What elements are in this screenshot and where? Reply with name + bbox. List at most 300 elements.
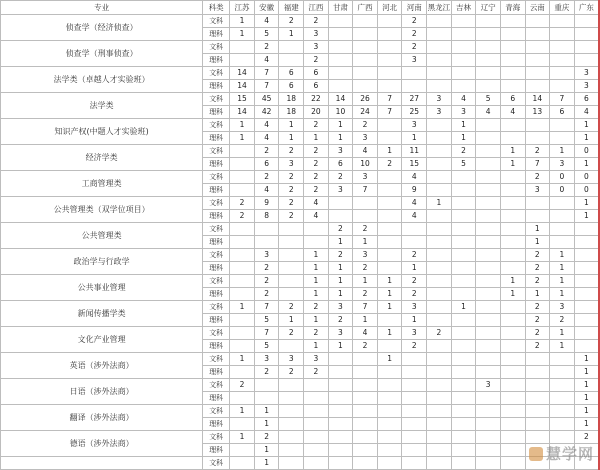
- quota-cell: [550, 80, 575, 93]
- quota-cell: [402, 431, 427, 444]
- quota-cell: [476, 431, 501, 444]
- province-column-header: 甘肃: [328, 1, 353, 15]
- quota-cell: 18: [279, 93, 304, 106]
- major-name: 翻译（涉外法商）: [1, 405, 203, 431]
- quota-cell: [525, 366, 550, 379]
- quota-cell: 7: [353, 184, 378, 197]
- quota-cell: [427, 15, 452, 28]
- quota-cell: 1: [279, 28, 304, 41]
- quota-cell: [230, 262, 255, 275]
- quota-cell: [550, 210, 575, 223]
- quota-cell: [574, 223, 599, 236]
- quota-cell: 1: [427, 197, 452, 210]
- quota-cell: 1: [304, 132, 329, 145]
- quota-cell: 1: [574, 392, 599, 405]
- quota-cell: 15: [230, 93, 255, 106]
- quota-cell: 3: [279, 353, 304, 366]
- major-name: 侦查学（刑事侦查）: [1, 41, 203, 67]
- quota-cell: [377, 197, 402, 210]
- subject-type: 文科: [203, 353, 230, 366]
- quota-cell: [550, 379, 575, 392]
- quota-cell: [525, 197, 550, 210]
- quota-cell: [279, 392, 304, 405]
- quota-cell: [476, 366, 501, 379]
- quota-cell: [353, 67, 378, 80]
- subject-type: 文科: [203, 93, 230, 106]
- quota-cell: [525, 405, 550, 418]
- quota-cell: 7: [377, 93, 402, 106]
- quota-cell: [451, 15, 476, 28]
- quota-cell: [377, 41, 402, 54]
- quota-cell: [377, 67, 402, 80]
- quota-cell: 4: [476, 106, 501, 119]
- quota-cell: 4: [402, 171, 427, 184]
- quota-cell: [550, 366, 575, 379]
- quota-cell: [427, 171, 452, 184]
- quota-cell: [500, 366, 525, 379]
- major-name: 公共事业管理: [1, 275, 203, 301]
- quota-cell: 3: [353, 132, 378, 145]
- quota-cell: [230, 288, 255, 301]
- table-row: [1, 353, 600, 366]
- quota-cell: 4: [574, 106, 599, 119]
- watermark: [529, 443, 594, 464]
- quota-cell: 14: [230, 80, 255, 93]
- quota-cell: 2: [254, 145, 279, 158]
- quota-cell: [402, 236, 427, 249]
- quota-cell: [574, 301, 599, 314]
- quota-cell: [550, 132, 575, 145]
- quota-cell: 1: [353, 275, 378, 288]
- quota-cell: [451, 184, 476, 197]
- major-name: 公共管理类: [1, 223, 203, 249]
- quota-cell: [230, 314, 255, 327]
- quota-cell: [476, 340, 501, 353]
- quota-cell: 5: [451, 158, 476, 171]
- quota-cell: 1: [304, 275, 329, 288]
- quota-cell: 1: [230, 353, 255, 366]
- quota-cell: [451, 236, 476, 249]
- quota-cell: [500, 314, 525, 327]
- quota-cell: [377, 340, 402, 353]
- quota-cell: [525, 132, 550, 145]
- quota-cell: 2: [279, 184, 304, 197]
- quota-cell: 1: [402, 132, 427, 145]
- quota-cell: [377, 366, 402, 379]
- quota-cell: [574, 54, 599, 67]
- quota-cell: [476, 197, 501, 210]
- subject-type: 理科: [203, 106, 230, 119]
- quota-cell: [377, 444, 402, 457]
- quota-cell: 4: [254, 132, 279, 145]
- province-column-header: 广东: [574, 1, 599, 15]
- quota-cell: [476, 80, 501, 93]
- quota-cell: [353, 431, 378, 444]
- quota-cell: [377, 405, 402, 418]
- quota-cell: 2: [525, 340, 550, 353]
- quota-cell: 2: [574, 431, 599, 444]
- quota-cell: 6: [328, 158, 353, 171]
- quota-cell: [230, 444, 255, 457]
- quota-cell: 1: [550, 145, 575, 158]
- quota-cell: [550, 223, 575, 236]
- quota-cell: [353, 457, 378, 470]
- quota-cell: [574, 28, 599, 41]
- major-name: [1, 457, 203, 470]
- quota-cell: 13: [525, 106, 550, 119]
- quota-cell: 2: [304, 15, 329, 28]
- table-row: [1, 171, 600, 184]
- major-name: 新闻传播学类: [1, 301, 203, 327]
- quota-cell: 1: [328, 275, 353, 288]
- quota-cell: [451, 197, 476, 210]
- quota-cell: 3: [328, 301, 353, 314]
- quota-cell: [427, 418, 452, 431]
- quota-cell: 2: [402, 288, 427, 301]
- quota-cell: 42: [254, 106, 279, 119]
- quota-cell: [377, 392, 402, 405]
- quota-cell: [353, 444, 378, 457]
- major-name: 经济学类: [1, 145, 203, 171]
- quota-cell: 1: [377, 327, 402, 340]
- quota-cell: [525, 379, 550, 392]
- quota-cell: 2: [304, 327, 329, 340]
- quota-cell: [377, 379, 402, 392]
- quota-cell: [476, 288, 501, 301]
- major-name: 侦查学（经济侦查）: [1, 15, 203, 41]
- quota-cell: 4: [254, 54, 279, 67]
- quota-cell: [500, 431, 525, 444]
- quota-cell: [279, 418, 304, 431]
- quota-cell: [525, 41, 550, 54]
- quota-cell: 4: [402, 210, 427, 223]
- quota-cell: [476, 418, 501, 431]
- quota-cell: [279, 262, 304, 275]
- quota-cell: 1: [304, 262, 329, 275]
- quota-cell: [500, 171, 525, 184]
- quota-cell: 1: [304, 249, 329, 262]
- quota-cell: [279, 444, 304, 457]
- quota-cell: [550, 28, 575, 41]
- quota-cell: 6: [254, 158, 279, 171]
- quota-cell: [304, 392, 329, 405]
- quota-cell: [476, 392, 501, 405]
- quota-cell: [402, 444, 427, 457]
- quota-cell: [304, 457, 329, 470]
- quota-cell: 25: [402, 106, 427, 119]
- subject-type: 理科: [203, 210, 230, 223]
- quota-cell: [574, 41, 599, 54]
- major-name: 政治学与行政学: [1, 249, 203, 275]
- quota-cell: [328, 197, 353, 210]
- table-row: [1, 145, 600, 158]
- quota-cell: [500, 132, 525, 145]
- quota-cell: [451, 431, 476, 444]
- quota-cell: [377, 223, 402, 236]
- quota-cell: 2: [328, 314, 353, 327]
- major-name: 工商管理类: [1, 171, 203, 197]
- subject-type: 理科: [203, 366, 230, 379]
- quota-cell: [377, 184, 402, 197]
- quota-cell: [451, 288, 476, 301]
- quota-cell: [304, 444, 329, 457]
- quota-cell: 7: [550, 93, 575, 106]
- quota-cell: [377, 431, 402, 444]
- quota-cell: 2: [353, 262, 378, 275]
- quota-cell: 2: [525, 262, 550, 275]
- quota-cell: 2: [525, 314, 550, 327]
- quota-cell: 4: [500, 106, 525, 119]
- quota-cell: 2: [525, 301, 550, 314]
- subject-type: 理科: [203, 132, 230, 145]
- quota-cell: [230, 223, 255, 236]
- quota-cell: [353, 418, 378, 431]
- quota-cell: [500, 262, 525, 275]
- quota-cell: 1: [328, 262, 353, 275]
- quota-cell: 3: [525, 184, 550, 197]
- quota-cell: [377, 457, 402, 470]
- quota-cell: 5: [254, 340, 279, 353]
- quota-cell: 0: [550, 171, 575, 184]
- quota-cell: 3: [402, 301, 427, 314]
- quota-cell: [279, 236, 304, 249]
- quota-cell: [230, 158, 255, 171]
- quota-cell: 2: [328, 171, 353, 184]
- quota-cell: [377, 28, 402, 41]
- quota-cell: 2: [377, 158, 402, 171]
- quota-cell: 2: [279, 15, 304, 28]
- quota-cell: [451, 275, 476, 288]
- quota-cell: [254, 236, 279, 249]
- quota-cell: 4: [353, 327, 378, 340]
- quota-cell: [500, 405, 525, 418]
- quota-cell: 5: [476, 93, 501, 106]
- quota-cell: [451, 392, 476, 405]
- quota-cell: [476, 457, 501, 470]
- quota-cell: [279, 431, 304, 444]
- quota-cell: 2: [525, 249, 550, 262]
- quota-cell: 3: [254, 353, 279, 366]
- quota-cell: [328, 379, 353, 392]
- quota-cell: [525, 28, 550, 41]
- quota-cell: [328, 54, 353, 67]
- quota-cell: [402, 379, 427, 392]
- major-name: 公共管理类（双学位项目）: [1, 197, 203, 223]
- quota-cell: [525, 119, 550, 132]
- quota-cell: [451, 379, 476, 392]
- quota-cell: 1: [254, 457, 279, 470]
- province-column-header: 河南: [402, 1, 427, 15]
- subject-type: 理科: [203, 444, 230, 457]
- quota-cell: 1: [377, 353, 402, 366]
- quota-cell: [500, 54, 525, 67]
- quota-cell: [402, 392, 427, 405]
- province-column-header: 吉林: [451, 1, 476, 15]
- quota-cell: [328, 15, 353, 28]
- quota-cell: 4: [451, 93, 476, 106]
- quota-cell: [230, 327, 255, 340]
- quota-cell: 2: [304, 171, 329, 184]
- major-name: 知识产权(中题人才实验班): [1, 119, 203, 145]
- quota-cell: [279, 379, 304, 392]
- quota-cell: [525, 54, 550, 67]
- quota-cell: 3: [427, 93, 452, 106]
- quota-cell: [230, 145, 255, 158]
- subject-type: 文科: [203, 405, 230, 418]
- quota-cell: 7: [254, 80, 279, 93]
- quota-cell: 2: [525, 327, 550, 340]
- quota-cell: [427, 67, 452, 80]
- quota-cell: 1: [550, 275, 575, 288]
- quota-cell: 2: [304, 184, 329, 197]
- table-body: [1, 15, 600, 470]
- quota-cell: 1: [230, 28, 255, 41]
- quota-cell: [353, 353, 378, 366]
- quota-cell: [476, 15, 501, 28]
- subject-type: 理科: [203, 158, 230, 171]
- subject-type: 文科: [203, 327, 230, 340]
- quota-cell: [402, 353, 427, 366]
- quota-cell: [476, 41, 501, 54]
- quota-cell: [500, 210, 525, 223]
- quota-cell: [304, 418, 329, 431]
- quota-cell: 10: [328, 106, 353, 119]
- quota-cell: [230, 457, 255, 470]
- quota-cell: [500, 119, 525, 132]
- quota-cell: [451, 327, 476, 340]
- quota-cell: [451, 340, 476, 353]
- quota-cell: [230, 418, 255, 431]
- quota-cell: [550, 405, 575, 418]
- quota-cell: [427, 340, 452, 353]
- quota-cell: 1: [254, 444, 279, 457]
- quota-cell: 1: [574, 132, 599, 145]
- quota-cell: 2: [525, 145, 550, 158]
- quota-cell: [451, 41, 476, 54]
- quota-cell: [353, 379, 378, 392]
- quota-cell: [304, 405, 329, 418]
- quota-cell: [328, 405, 353, 418]
- quota-cell: 3: [476, 379, 501, 392]
- quota-cell: [574, 314, 599, 327]
- quota-cell: 14: [328, 93, 353, 106]
- quota-cell: 0: [574, 184, 599, 197]
- subject-type: 理科: [203, 262, 230, 275]
- quota-cell: [476, 275, 501, 288]
- quota-cell: [451, 418, 476, 431]
- quota-cell: 3: [550, 158, 575, 171]
- quota-cell: [402, 457, 427, 470]
- quota-cell: [574, 340, 599, 353]
- quota-cell: 3: [304, 41, 329, 54]
- quota-cell: [230, 340, 255, 353]
- subject-type: 理科: [203, 236, 230, 249]
- quota-cell: 1: [279, 314, 304, 327]
- quota-cell: [402, 67, 427, 80]
- quota-cell: [427, 54, 452, 67]
- quota-cell: 1: [328, 340, 353, 353]
- quota-cell: 1: [525, 288, 550, 301]
- quota-cell: 7: [377, 106, 402, 119]
- subject-type: 理科: [203, 340, 230, 353]
- quota-cell: 4: [254, 184, 279, 197]
- quota-cell: [525, 431, 550, 444]
- quota-cell: 1: [500, 288, 525, 301]
- quota-cell: 1: [353, 314, 378, 327]
- subject-type: 文科: [203, 301, 230, 314]
- quota-cell: 3: [304, 28, 329, 41]
- quota-cell: [427, 158, 452, 171]
- quota-cell: [500, 197, 525, 210]
- major-name: 日语（涉外法商）: [1, 379, 203, 405]
- quota-cell: [574, 288, 599, 301]
- quota-cell: 0: [550, 184, 575, 197]
- quota-cell: [500, 301, 525, 314]
- quota-cell: [427, 80, 452, 93]
- quota-cell: 2: [304, 301, 329, 314]
- subject-type: 理科: [203, 418, 230, 431]
- quota-cell: 1: [500, 158, 525, 171]
- quota-cell: [377, 262, 402, 275]
- quota-cell: 1: [574, 158, 599, 171]
- quota-cell: [500, 353, 525, 366]
- quota-cell: [377, 236, 402, 249]
- quota-cell: 0: [574, 145, 599, 158]
- quota-cell: 5: [254, 28, 279, 41]
- quota-cell: 3: [550, 301, 575, 314]
- quota-cell: [476, 405, 501, 418]
- subject-type: 理科: [203, 392, 230, 405]
- quota-cell: 6: [279, 67, 304, 80]
- table-row: [1, 275, 600, 288]
- quota-cell: 6: [574, 93, 599, 106]
- quota-cell: 2: [230, 197, 255, 210]
- table-row: [1, 93, 600, 106]
- quota-cell: [451, 80, 476, 93]
- quota-cell: [427, 431, 452, 444]
- quota-cell: [550, 119, 575, 132]
- province-column-header: 广西: [353, 1, 378, 15]
- major-name: 德语（涉外法商）: [1, 431, 203, 457]
- quota-cell: 1: [304, 288, 329, 301]
- quota-cell: 1: [230, 132, 255, 145]
- major-name: 文化产业管理: [1, 327, 203, 353]
- type-column-header: 科类: [203, 1, 230, 15]
- quota-cell: [328, 366, 353, 379]
- quota-cell: [500, 392, 525, 405]
- quota-cell: [353, 392, 378, 405]
- quota-cell: 2: [550, 314, 575, 327]
- quota-cell: [230, 249, 255, 262]
- quota-cell: [476, 314, 501, 327]
- quota-cell: [427, 210, 452, 223]
- major-name: 英语（涉外法商）: [1, 353, 203, 379]
- quota-cell: [230, 392, 255, 405]
- quota-cell: [402, 366, 427, 379]
- quota-cell: 45: [254, 93, 279, 106]
- quota-cell: [500, 223, 525, 236]
- table-row: [1, 197, 600, 210]
- table-row: [1, 223, 600, 236]
- quota-cell: [476, 249, 501, 262]
- quota-cell: 2: [279, 327, 304, 340]
- quota-cell: 5: [254, 314, 279, 327]
- quota-cell: [353, 41, 378, 54]
- quota-cell: 1: [328, 236, 353, 249]
- table-row: [1, 301, 600, 314]
- quota-cell: [500, 340, 525, 353]
- quota-cell: 2: [254, 262, 279, 275]
